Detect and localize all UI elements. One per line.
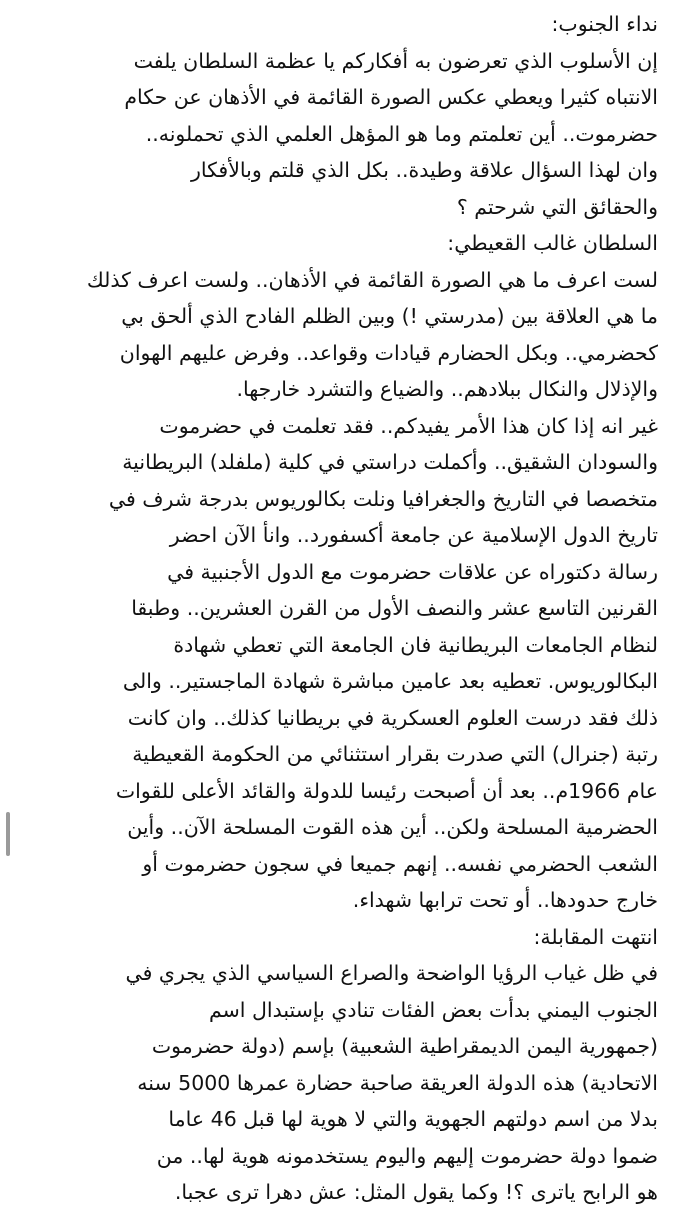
text-line: إن الأسلوب الذي تعرضون به أفكاركم يا عظمة السلطان يلفت <box>133 48 658 73</box>
text-line: ضموا دولة حضرموت إليهم واليوم يستخدمونه هوية لها.. من <box>156 1143 658 1168</box>
text-line: الشعب الحضرمي نفسه.. إنهم جميعا في سجون حضرموت أو <box>142 851 658 876</box>
paragraph <box>12 955 658 1211</box>
text-line: والحقائق التي شرحتم ؟ <box>456 194 658 219</box>
speaker-label <box>12 919 658 956</box>
text-line: لنظام الجامعات البريطانية فان الجامعة التي تعطي شهادة <box>173 632 658 657</box>
text-line: ما هي العلاقة بين (مدرستي !) وبين الظلم الفادح الذي ألحق بي <box>121 304 658 328</box>
text-line: في ظل غياب الرؤيا الواضحة والصراع السياسي الذي يجري في <box>125 961 658 985</box>
text-line: الاتحادية) هذه الدولة العريقة صاحبة حضارة عمرها 5000 سنه <box>137 1070 658 1095</box>
text-line: رتبة (جنرال) التي صدرت بقرار استثنائي من الحكومة القعيطية <box>132 742 658 766</box>
paragraph <box>12 262 658 919</box>
text-line: حضرموت.. أين تعلمتم وما هو المؤهل العلمي الذي تحملونه.. <box>145 121 658 146</box>
text-line: والسودان الشقيق.. وأكملت دراستي في كلية (ملفلد) البريطانية <box>122 450 658 474</box>
text-line: ذلك فقد درست العلوم العسكرية في بريطانيا كذلك.. وان كانت <box>127 705 658 730</box>
text-line: نداء الجنوب: <box>551 12 658 36</box>
text-line: بدلا من اسم دولتهم الجهوية والتي لا هوية لها قبل 46 عاما <box>168 1107 658 1131</box>
vertical-scrollbar[interactable] <box>6 812 10 856</box>
text-line: خارج حدودها.. أو تحت ترابها شهداء. <box>352 888 658 912</box>
article-body <box>12 6 658 1211</box>
text-line: غير انه إذا كان هذا الأمر يفيدكم.. فقد تعلمت في حضرموت <box>159 413 658 438</box>
text-line: الحضرمية المسلحة ولكن.. أين هذه القوت المسلحة الآن.. وأين <box>127 815 658 839</box>
text-line: (جمهورية اليمن الديمقراطية الشعبية) بإسم (دولة حضرموت <box>151 1034 658 1058</box>
text-line: كحضرمي.. وبكل الحضارم قيادات وقواعد.. وفرض عليهم الهوان <box>119 340 658 365</box>
text-line: القرنين التاسع عشر والنصف الأول من القرن العشرين.. وطبقا <box>131 596 658 620</box>
text-line: البكالوريوس. تعطيه بعد عامين مباشرة شهادة الماجستير.. والى <box>122 669 658 693</box>
text-line: الانتباه كثيرا ويعطي عكس الصورة القائمة في الأذهان عن حكام <box>124 85 658 109</box>
text-line: الجنوب اليمني بدأت بعض الفئات تنادي بإستبدال اسم <box>208 997 658 1022</box>
text-line: لست اعرف ما هي الصورة القائمة في الأذهان.. ولست اعرف كذلك <box>86 267 658 292</box>
text-line: هو الرابح ياترى ؟! وكما يقول المثل: عش دهرا ترى عجبا. <box>174 1180 658 1204</box>
text-line: انتهت المقابلة: <box>533 924 658 949</box>
speaker-label <box>12 6 658 43</box>
text-line: متخصصا في التاريخ والجغرافيا ونلت بكالوريوس بدرجة شرف في <box>108 486 658 511</box>
text-line: وان لهذا السؤال علاقة وطيدة.. بكل الذي قلتم وبالأفكار <box>190 158 658 182</box>
text-line: السلطان غالب القعيطي: <box>447 231 658 255</box>
text-line: رسالة دكتوراه عن علاقات حضرموت مع الدول الأجنبية في <box>167 559 658 584</box>
text-line: تاريخ الدول الإسلامية عن جامعة أكسفورد.. وانأ الآن احضر <box>169 523 658 547</box>
text-line: عام 1966م.. بعد أن أصبحت رئيسا للدولة والقائد الأعلى للقوات <box>115 778 658 803</box>
paragraph <box>12 43 658 226</box>
speaker-label <box>12 225 658 262</box>
text-line: والإذلال والنكال ببلادهم.. والضياع والتشرد خارجها. <box>236 377 658 401</box>
